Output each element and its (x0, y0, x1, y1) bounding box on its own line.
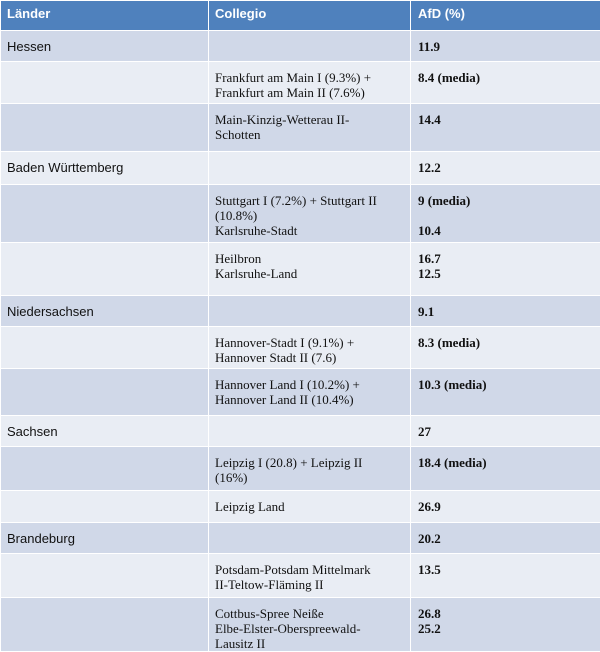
table-row (1, 598, 600, 652)
afd-value: 13.5 (418, 562, 594, 577)
table-row (1, 185, 600, 243)
table-body (1, 31, 600, 652)
collegio-line: Frankfurt am Main I (9.3%) + (215, 70, 404, 85)
afd-value: 11.9 (418, 39, 594, 54)
table-row (1, 31, 600, 62)
land-cell (1, 491, 209, 523)
afd-value: 10.4 (418, 223, 594, 238)
land-cell (1, 369, 209, 416)
afd-value: 9.1 (418, 304, 594, 319)
afd-value (418, 208, 594, 223)
collegio-line: Lausitz II (215, 636, 404, 651)
afd-value: 25.2 (418, 621, 594, 636)
header-collegio: Collegio (209, 1, 411, 31)
collegio-line: Potsdam-Potsdam Mittelmark (215, 562, 404, 577)
collegio-cell (209, 598, 411, 652)
land-name: Baden Württemberg (7, 160, 202, 175)
collegio-line: (16%) (215, 470, 404, 485)
afd-value: 20.2 (418, 531, 594, 546)
table-row (1, 104, 600, 152)
afd-value-cell (411, 243, 600, 296)
collegio-line: Hannover-Stadt I (9.1%) + (215, 335, 404, 350)
land-cell (1, 31, 209, 62)
collegio-cell (209, 152, 411, 185)
collegio-line: Stuttgart I (7.2%) + Stuttgart II (215, 193, 404, 208)
afd-value: 14.4 (418, 112, 594, 127)
land-cell (1, 296, 209, 327)
afd-value-cell (411, 62, 600, 104)
table-row (1, 416, 600, 447)
land-cell (1, 152, 209, 185)
afd-value: 12.2 (418, 160, 594, 175)
collegio-line: Hannover Land II (10.4%) (215, 392, 404, 407)
collegio-cell (209, 62, 411, 104)
collegio-line: Heilbron (215, 251, 404, 266)
afd-value-cell (411, 416, 600, 447)
collegio-cell (209, 369, 411, 416)
afd-value: 27 (418, 424, 594, 439)
afd-value-cell (411, 104, 600, 152)
afd-value: 26.8 (418, 606, 594, 621)
collegio-line: Cottbus-Spree Neiße (215, 606, 404, 621)
afd-value: 16.7 (418, 251, 594, 266)
afd-value-cell (411, 447, 600, 491)
collegio-line: Leipzig Land (215, 499, 404, 514)
afd-value-cell (411, 327, 600, 369)
land-cell (1, 243, 209, 296)
collegio-line: Frankfurt am Main II (7.6%) (215, 85, 404, 100)
land-cell (1, 447, 209, 491)
collegio-cell (209, 554, 411, 598)
afd-value: 18.4 (media) (418, 455, 594, 470)
land-cell (1, 554, 209, 598)
afd-value: 8.4 (media) (418, 70, 594, 85)
land-cell (1, 416, 209, 447)
table-row (1, 327, 600, 369)
collegio-cell (209, 104, 411, 152)
table-row (1, 296, 600, 327)
afd-value-cell (411, 185, 600, 243)
collegio-cell (209, 243, 411, 296)
afd-value-cell (411, 152, 600, 185)
collegio-cell (209, 327, 411, 369)
collegio-cell (209, 296, 411, 327)
afd-value-cell (411, 523, 600, 554)
table-row (1, 447, 600, 491)
collegio-line: Elbe-Elster-Oberspreewald- (215, 621, 404, 636)
land-name: Sachsen (7, 424, 202, 439)
collegio-line: Karlsruhe-Stadt (215, 223, 404, 238)
collegio-line: Hannover Stadt II (7.6) (215, 350, 404, 365)
header-afd-percent: AfD (%) (411, 1, 600, 31)
land-name: Brandeburg (7, 531, 202, 546)
afd-value: 9 (media) (418, 193, 594, 208)
collegio-cell (209, 523, 411, 554)
land-cell (1, 327, 209, 369)
collegio-cell (209, 31, 411, 62)
afd-value-cell (411, 31, 600, 62)
afd-value-cell (411, 598, 600, 652)
collegio-cell (209, 491, 411, 523)
table-row (1, 62, 600, 104)
afd-value: 10.3 (media) (418, 377, 594, 392)
table-row (1, 523, 600, 554)
table-row (1, 369, 600, 416)
land-cell (1, 523, 209, 554)
afd-value-cell (411, 296, 600, 327)
land-name: Hessen (7, 39, 202, 54)
collegio-line: Main-Kinzig-Wetterau II- (215, 112, 404, 127)
table-row (1, 491, 600, 523)
land-name: Niedersachsen (7, 304, 202, 319)
land-cell (1, 185, 209, 243)
land-cell (1, 62, 209, 104)
table-row (1, 243, 600, 296)
table-row (1, 152, 600, 185)
afd-value: 12.5 (418, 266, 594, 281)
collegio-line: II-Teltow-Fläming II (215, 577, 404, 592)
collegio-cell (209, 185, 411, 243)
land-cell (1, 104, 209, 152)
collegio-line: Hannover Land I (10.2%) + (215, 377, 404, 392)
collegio-line: Karlsruhe-Land (215, 266, 404, 281)
header-laender: Länder (1, 1, 209, 31)
land-cell (1, 598, 209, 652)
afd-value-cell (411, 491, 600, 523)
table-row (1, 554, 600, 598)
afd-value: 26.9 (418, 499, 594, 514)
afd-value: 8.3 (media) (418, 335, 594, 350)
afd-value-cell (411, 554, 600, 598)
collegio-line: Schotten (215, 127, 404, 142)
afd-value-cell (411, 369, 600, 416)
collegio-line: Leipzig I (20.8) + Leipzig II (215, 455, 404, 470)
collegio-line: (10.8%) (215, 208, 404, 223)
collegio-cell (209, 447, 411, 491)
collegio-cell (209, 416, 411, 447)
header-row (1, 1, 600, 31)
